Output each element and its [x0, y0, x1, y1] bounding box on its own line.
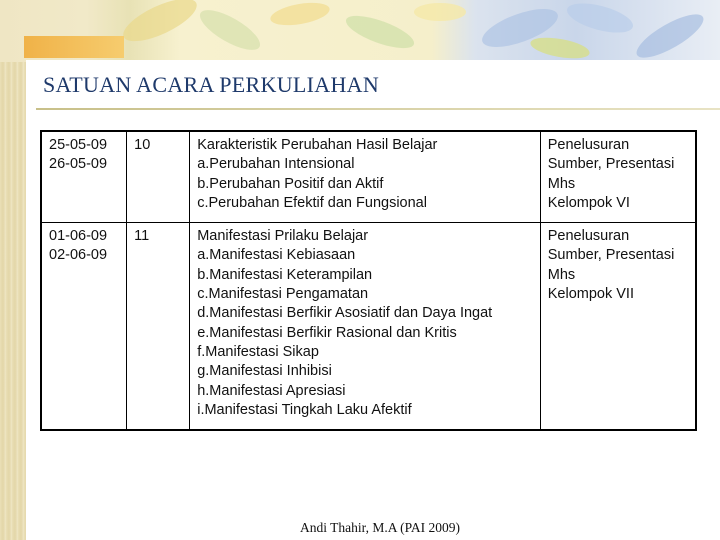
- method-line: Mhs: [547, 175, 576, 192]
- session-number-cell: 10: [127, 131, 190, 223]
- topic-line: e.Manifestasi Berfikir Rasional dan Kritis: [197, 324, 457, 341]
- date-text: 26-05-09: [49, 156, 108, 173]
- topic-line: i.Manifestasi Tingkah Laku Afektif: [197, 401, 412, 418]
- method-cell: [540, 223, 696, 430]
- topic-line: Karakteristik Perubahan Hasil Belajar: [197, 137, 438, 153]
- slide-footer: Andi Thahir, M.A (PAI 2009): [300, 520, 460, 535]
- topic-line: a.Perubahan Intensional: [197, 156, 355, 173]
- date-text: 01-06-09: [49, 228, 108, 245]
- left-paper-strip: [0, 0, 26, 540]
- table-row: [41, 223, 696, 430]
- topic-line: a.Manifestasi Kebiasaan: [197, 247, 356, 264]
- date-text: 25-05-09: [49, 137, 108, 153]
- topic-line: d.Manifestasi Berfikir Asosiatif dan Daya Ingat: [197, 305, 493, 322]
- topic-line: b.Perubahan Positif dan Aktif: [197, 175, 384, 192]
- topic-line: g.Manifestasi Inhibisi: [197, 363, 332, 380]
- method-cell: [540, 131, 696, 223]
- method-line: Sumber, Presentasi: [547, 156, 675, 173]
- method-line: Kelompok VII: [547, 286, 634, 303]
- method-line: Kelompok VI: [547, 194, 630, 211]
- topic-line: f.Manifestasi Sikap: [197, 343, 319, 360]
- method-line: Penelusuran: [547, 137, 630, 153]
- table-row: [41, 131, 696, 223]
- topic-line: c.Perubahan Efektif dan Fungsional: [197, 194, 427, 211]
- session-number-cell: 11: [127, 223, 190, 430]
- title-divider: [36, 108, 720, 110]
- topic-line: c.Manifestasi Pengamatan: [197, 286, 369, 303]
- topic-line: b.Manifestasi Keterampilan: [197, 266, 373, 283]
- date-text: 02-06-09: [49, 247, 108, 264]
- banner-orange-block: [24, 36, 124, 58]
- decorative-banner: [0, 0, 720, 62]
- topic-cell: [190, 131, 541, 223]
- topic-cell: [190, 223, 541, 430]
- method-line: Mhs: [547, 266, 576, 283]
- topic-line: h.Manifestasi Apresiasi: [197, 382, 346, 399]
- date-cell: [41, 131, 127, 223]
- slide-title: SATUAN ACARA PERKULIAHAN: [43, 72, 380, 97]
- method-line: Sumber, Presentasi: [547, 247, 675, 264]
- method-line: Penelusuran: [547, 228, 630, 245]
- date-cell: [41, 223, 127, 430]
- topic-line: Manifestasi Prilaku Belajar: [197, 228, 369, 245]
- schedule-table: [40, 130, 697, 431]
